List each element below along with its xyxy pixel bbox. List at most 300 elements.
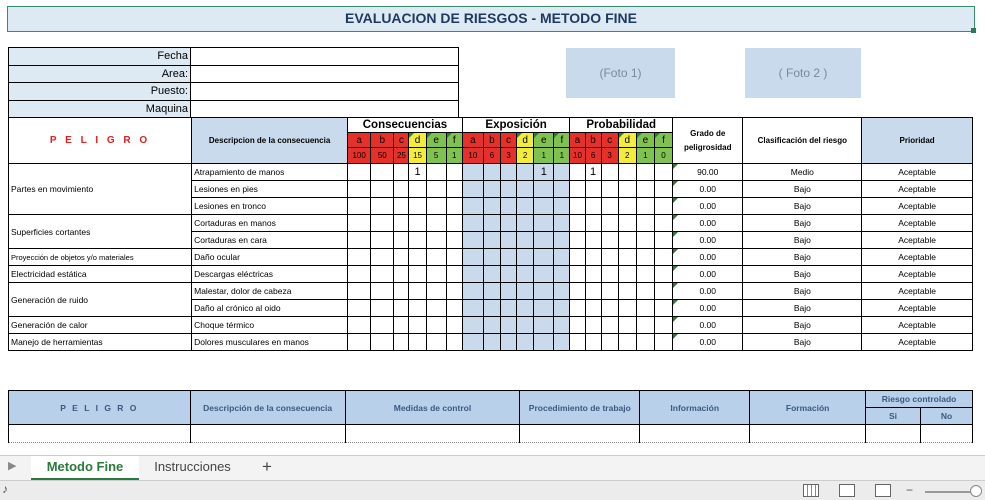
- score-cell[interactable]: [426, 249, 446, 266]
- score-cell[interactable]: [426, 334, 446, 351]
- control-table: [8, 390, 973, 443]
- score-cell[interactable]: [601, 198, 618, 215]
- score-cell[interactable]: [446, 198, 462, 215]
- score-cell[interactable]: [409, 300, 426, 317]
- score-cell[interactable]: [426, 198, 446, 215]
- score-cell[interactable]: [554, 317, 570, 334]
- score-cell[interactable]: [601, 181, 618, 198]
- score-cell[interactable]: [618, 181, 636, 198]
- consequence-cell[interactable]: Choque térmico: [192, 317, 348, 334]
- score-cell[interactable]: [371, 198, 394, 215]
- exp-value-c: 3: [501, 148, 517, 164]
- score-cell[interactable]: [371, 232, 394, 249]
- score-cell[interactable]: [601, 215, 618, 232]
- exp-value-b: 6: [483, 148, 500, 164]
- score-cell[interactable]: [554, 249, 570, 266]
- clasificacion-cell: Bajo: [743, 181, 862, 198]
- score-cell[interactable]: [585, 181, 601, 198]
- prob-letter-f: f: [654, 133, 672, 148]
- score-cell[interactable]: [636, 164, 654, 181]
- add-sheet-button[interactable]: +: [262, 457, 272, 476]
- score-cell[interactable]: [636, 283, 654, 300]
- score-cell[interactable]: [446, 266, 462, 283]
- score-cell[interactable]: [636, 232, 654, 249]
- score-cell[interactable]: [554, 232, 570, 249]
- score-cell[interactable]: [618, 215, 636, 232]
- score-cell[interactable]: [462, 266, 483, 283]
- score-cell[interactable]: [348, 198, 371, 215]
- score-cell[interactable]: [534, 181, 554, 198]
- label-fecha: Fecha: [9, 48, 191, 66]
- score-cell[interactable]: [585, 317, 601, 334]
- score-cell[interactable]: [348, 181, 371, 198]
- page-layout-icon[interactable]: [839, 484, 855, 497]
- score-cell[interactable]: [570, 164, 585, 181]
- score-cell[interactable]: [409, 266, 426, 283]
- score-cell[interactable]: [371, 215, 394, 232]
- grado-cell: 0.00: [673, 198, 743, 215]
- score-cell[interactable]: [636, 181, 654, 198]
- cell-resize-handle[interactable]: [971, 28, 976, 33]
- score-cell[interactable]: [446, 215, 462, 232]
- score-cell[interactable]: [409, 215, 426, 232]
- score-cell[interactable]: [585, 300, 601, 317]
- score-cell[interactable]: [585, 266, 601, 283]
- cons-letter-d: d: [409, 133, 426, 148]
- score-cell[interactable]: [462, 300, 483, 317]
- score-cell[interactable]: [394, 300, 409, 317]
- control-header-informacion: Información: [640, 391, 750, 425]
- score-cell[interactable]: [462, 164, 483, 181]
- control-cell[interactable]: [921, 425, 973, 443]
- cons-value-e: 5: [426, 148, 446, 164]
- score-cell[interactable]: [636, 249, 654, 266]
- score-cell[interactable]: [483, 164, 500, 181]
- score-cell[interactable]: [654, 198, 672, 215]
- maquina-cell[interactable]: [191, 100, 459, 118]
- score-cell[interactable]: [517, 198, 534, 215]
- score-cell[interactable]: [409, 334, 426, 351]
- score-cell[interactable]: [446, 300, 462, 317]
- score-cell[interactable]: [501, 317, 517, 334]
- score-cell[interactable]: [394, 249, 409, 266]
- score-cell[interactable]: [534, 300, 554, 317]
- score-cell[interactable]: [483, 266, 500, 283]
- score-cell[interactable]: [501, 164, 517, 181]
- score-cell[interactable]: [501, 181, 517, 198]
- score-cell[interactable]: [570, 249, 585, 266]
- score-cell[interactable]: [394, 266, 409, 283]
- hazard-cell[interactable]: Superficies cortantes: [9, 215, 192, 249]
- prioridad-cell: Aceptable: [862, 198, 973, 215]
- score-cell[interactable]: [554, 334, 570, 351]
- score-cell[interactable]: [371, 164, 394, 181]
- score-cell[interactable]: [446, 181, 462, 198]
- score-cell[interactable]: [570, 317, 585, 334]
- consequence-cell[interactable]: Lesiones en tronco: [192, 198, 348, 215]
- score-cell[interactable]: [585, 334, 601, 351]
- prob-value-d: 2: [618, 148, 636, 164]
- score-cell[interactable]: [462, 317, 483, 334]
- score-cell[interactable]: [534, 317, 554, 334]
- score-cell[interactable]: [348, 164, 371, 181]
- consequence-cell[interactable]: Dolores musculares en manos: [192, 334, 348, 351]
- score-cell[interactable]: [371, 300, 394, 317]
- sheet-tab-bar: [0, 455, 985, 480]
- page-break-icon[interactable]: [875, 484, 891, 497]
- clasificacion-cell: Medio: [743, 164, 862, 181]
- score-cell[interactable]: [462, 249, 483, 266]
- score-cell[interactable]: [618, 198, 636, 215]
- score-cell[interactable]: [409, 198, 426, 215]
- score-cell[interactable]: [601, 300, 618, 317]
- score-cell[interactable]: [371, 334, 394, 351]
- score-cell[interactable]: [636, 334, 654, 351]
- score-cell[interactable]: [426, 317, 446, 334]
- consequence-cell[interactable]: Malestar, dolor de cabeza: [192, 283, 348, 300]
- clasificacion-cell: Bajo: [743, 334, 862, 351]
- hazard-cell[interactable]: Generación de ruido: [9, 283, 192, 317]
- score-cell[interactable]: [636, 317, 654, 334]
- score-cell[interactable]: [426, 164, 446, 181]
- score-cell[interactable]: [618, 232, 636, 249]
- score-cell[interactable]: [394, 283, 409, 300]
- score-cell[interactable]: [517, 215, 534, 232]
- header-descripcion: Descripcion de la consecuencia: [192, 118, 348, 164]
- hazard-cell[interactable]: Proyección de objetos y/o materiales: [9, 249, 192, 266]
- score-cell[interactable]: [585, 283, 601, 300]
- score-cell[interactable]: [371, 317, 394, 334]
- score-cell[interactable]: [348, 317, 371, 334]
- clasificacion-cell: Bajo: [743, 249, 862, 266]
- score-cell[interactable]: [585, 215, 601, 232]
- header-clasificacion: Clasificación del riesgo: [743, 118, 862, 164]
- clasificacion-cell: Bajo: [743, 300, 862, 317]
- score-cell[interactable]: [446, 249, 462, 266]
- fecha-cell[interactable]: [191, 48, 459, 66]
- score-cell[interactable]: [462, 283, 483, 300]
- score-cell[interactable]: [483, 198, 500, 215]
- score-cell[interactable]: [654, 334, 672, 351]
- score-cell[interactable]: [654, 232, 672, 249]
- score-cell[interactable]: [446, 334, 462, 351]
- score-cell[interactable]: [618, 164, 636, 181]
- score-cell[interactable]: [654, 181, 672, 198]
- tab-instrucciones[interactable]: Instrucciones: [154, 459, 231, 474]
- score-cell[interactable]: [426, 266, 446, 283]
- score-cell[interactable]: [446, 232, 462, 249]
- score-cell[interactable]: [534, 232, 554, 249]
- control-cell[interactable]: [750, 425, 866, 443]
- score-cell[interactable]: [618, 266, 636, 283]
- clasificacion-cell: Bajo: [743, 198, 862, 215]
- label-maquina: Maquina: [9, 100, 191, 118]
- cons-value-a: 100: [348, 148, 371, 164]
- label-area: Area:: [9, 65, 191, 83]
- score-cell[interactable]: [570, 266, 585, 283]
- exp-letter-d: d: [517, 133, 534, 148]
- control-cell[interactable]: [190, 425, 345, 443]
- prioridad-cell: Aceptable: [862, 317, 973, 334]
- score-cell[interactable]: [570, 232, 585, 249]
- score-cell[interactable]: [348, 334, 371, 351]
- score-cell[interactable]: [517, 181, 534, 198]
- score-cell[interactable]: [483, 249, 500, 266]
- score-cell[interactable]: [654, 283, 672, 300]
- score-cell[interactable]: [371, 181, 394, 198]
- score-cell[interactable]: [462, 181, 483, 198]
- score-cell[interactable]: [654, 300, 672, 317]
- grado-cell: 90.00: [673, 164, 743, 181]
- zoom-slider-thumb[interactable]: [970, 485, 982, 497]
- score-cell[interactable]: [570, 334, 585, 351]
- score-cell[interactable]: [462, 232, 483, 249]
- score-cell[interactable]: [517, 266, 534, 283]
- photo-2-placeholder[interactable]: ( Foto 2 ): [745, 48, 861, 98]
- score-cell[interactable]: [554, 198, 570, 215]
- score-cell[interactable]: [501, 249, 517, 266]
- score-cell[interactable]: [654, 164, 672, 181]
- score-cell[interactable]: [394, 198, 409, 215]
- control-cell[interactable]: [9, 425, 191, 443]
- score-cell[interactable]: [601, 317, 618, 334]
- score-cell[interactable]: [409, 181, 426, 198]
- score-cell[interactable]: [446, 164, 462, 181]
- consequence-cell[interactable]: Descargas eléctricas: [192, 266, 348, 283]
- score-cell[interactable]: [501, 300, 517, 317]
- prioridad-cell: Aceptable: [862, 300, 973, 317]
- score-cell[interactable]: [570, 198, 585, 215]
- score-cell[interactable]: [501, 232, 517, 249]
- score-cell[interactable]: [618, 317, 636, 334]
- score-cell[interactable]: [426, 215, 446, 232]
- score-cell[interactable]: [426, 232, 446, 249]
- score-cell[interactable]: [554, 215, 570, 232]
- prob-letter-d: d: [618, 133, 636, 148]
- control-header-formacion: Formación: [750, 391, 866, 425]
- risk-row: [9, 215, 973, 232]
- grado-cell: 0.00: [673, 181, 743, 198]
- exp-value-a: 10: [462, 148, 483, 164]
- score-cell[interactable]: [517, 300, 534, 317]
- risk-row: [9, 164, 973, 181]
- score-cell[interactable]: [585, 232, 601, 249]
- clasificacion-cell: Bajo: [743, 232, 862, 249]
- score-cell[interactable]: [348, 232, 371, 249]
- risk-table: [8, 117, 973, 351]
- score-cell[interactable]: [554, 181, 570, 198]
- hazard-cell[interactable]: Manejo de herramientas: [9, 334, 192, 351]
- grado-cell: 0.00: [673, 300, 743, 317]
- score-cell[interactable]: [348, 215, 371, 232]
- prob-value-c: 3: [601, 148, 618, 164]
- score-cell[interactable]: [654, 249, 672, 266]
- score-cell[interactable]: [570, 215, 585, 232]
- score-cell[interactable]: [394, 164, 409, 181]
- prob-letter-b: b: [585, 133, 601, 148]
- exp-letter-e: e: [534, 133, 554, 148]
- score-cell[interactable]: [348, 300, 371, 317]
- control-header-descripcion: Descripción de la consecuencia: [190, 391, 345, 425]
- score-cell[interactable]: [570, 300, 585, 317]
- scroll-left-icon[interactable]: ▶: [8, 460, 17, 472]
- score-cell[interactable]: [483, 181, 500, 198]
- consequence-cell[interactable]: Cortaduras en cara: [192, 232, 348, 249]
- score-cell[interactable]: [636, 266, 654, 283]
- score-cell[interactable]: [501, 283, 517, 300]
- zoom-out-icon[interactable]: −: [906, 483, 914, 497]
- prioridad-cell: Aceptable: [862, 249, 973, 266]
- risk-row: [9, 317, 973, 334]
- score-cell[interactable]: [517, 232, 534, 249]
- exp-value-d: 2: [517, 148, 534, 164]
- score-cell[interactable]: [394, 215, 409, 232]
- exp-value-f: 1: [554, 148, 570, 164]
- score-cell[interactable]: [446, 317, 462, 334]
- score-cell[interactable]: [618, 334, 636, 351]
- hazard-cell[interactable]: Electricidad estática: [9, 266, 192, 283]
- macro-record-icon[interactable]: ♪: [2, 482, 8, 496]
- score-cell[interactable]: [348, 283, 371, 300]
- tab-metodo-fine[interactable]: Metodo Fine: [31, 456, 139, 481]
- score-cell[interactable]: [394, 181, 409, 198]
- prioridad-cell: Aceptable: [862, 283, 973, 300]
- score-cell[interactable]: [517, 164, 534, 181]
- score-cell[interactable]: [554, 266, 570, 283]
- cons-letter-c: c: [394, 133, 409, 148]
- score-cell[interactable]: [618, 249, 636, 266]
- score-cell[interactable]: [601, 164, 618, 181]
- control-cell[interactable]: [345, 425, 520, 443]
- hazard-cell[interactable]: Generación de calor: [9, 317, 192, 334]
- score-cell[interactable]: [517, 249, 534, 266]
- score-cell[interactable]: [426, 181, 446, 198]
- sheet-title: EVALUACION DE RIESGOS - METODO FINE: [7, 6, 975, 32]
- score-cell[interactable]: [483, 283, 500, 300]
- score-cell[interactable]: [585, 198, 601, 215]
- score-cell[interactable]: [517, 317, 534, 334]
- score-cell[interactable]: [570, 181, 585, 198]
- score-cell[interactable]: [483, 300, 500, 317]
- score-cell[interactable]: [601, 334, 618, 351]
- consequence-cell[interactable]: Daño ocular: [192, 249, 348, 266]
- score-cell[interactable]: [426, 300, 446, 317]
- score-cell[interactable]: [501, 266, 517, 283]
- consequence-cell[interactable]: Cortaduras en manos: [192, 215, 348, 232]
- score-cell[interactable]: [501, 334, 517, 351]
- score-cell[interactable]: [517, 283, 534, 300]
- score-cell[interactable]: [601, 266, 618, 283]
- score-cell[interactable]: [483, 334, 500, 351]
- score-cell[interactable]: [371, 266, 394, 283]
- score-cell[interactable]: [483, 317, 500, 334]
- normal-view-icon[interactable]: [803, 484, 819, 497]
- score-cell[interactable]: [601, 283, 618, 300]
- score-cell[interactable]: [534, 266, 554, 283]
- score-cell[interactable]: [501, 198, 517, 215]
- score-cell[interactable]: [554, 300, 570, 317]
- score-cell[interactable]: 1: [534, 164, 554, 181]
- score-cell[interactable]: [534, 283, 554, 300]
- control-cell[interactable]: [866, 425, 921, 443]
- score-cell[interactable]: [636, 215, 654, 232]
- score-cell[interactable]: [394, 334, 409, 351]
- score-cell[interactable]: [409, 249, 426, 266]
- score-cell[interactable]: [618, 283, 636, 300]
- hazard-cell[interactable]: Partes en movimiento: [9, 164, 192, 215]
- clasificacion-cell: Bajo: [743, 266, 862, 283]
- score-cell[interactable]: [636, 198, 654, 215]
- score-cell[interactable]: [394, 232, 409, 249]
- score-cell[interactable]: [348, 249, 371, 266]
- score-cell[interactable]: [636, 300, 654, 317]
- score-cell[interactable]: [462, 198, 483, 215]
- score-cell[interactable]: [601, 249, 618, 266]
- score-cell[interactable]: [654, 215, 672, 232]
- score-cell[interactable]: [483, 232, 500, 249]
- consequence-cell[interactable]: Atrapamiento de manos: [192, 164, 348, 181]
- control-cell[interactable]: [520, 425, 640, 443]
- score-cell[interactable]: 1: [409, 164, 426, 181]
- score-cell[interactable]: [426, 283, 446, 300]
- risk-row: [9, 283, 973, 300]
- score-cell[interactable]: [554, 283, 570, 300]
- exp-letter-b: b: [483, 133, 500, 148]
- score-cell[interactable]: 1: [585, 164, 601, 181]
- score-cell[interactable]: [409, 283, 426, 300]
- status-bar: [0, 480, 985, 500]
- control-cell[interactable]: [640, 425, 750, 443]
- score-cell[interactable]: [348, 266, 371, 283]
- header-consecuencias: Consecuencias: [348, 118, 463, 133]
- grado-cell: 0.00: [673, 266, 743, 283]
- puesto-cell[interactable]: [191, 83, 459, 101]
- consequence-cell[interactable]: Daño al crónico al oido: [192, 300, 348, 317]
- score-cell[interactable]: [618, 300, 636, 317]
- area-cell[interactable]: [191, 65, 459, 83]
- score-cell[interactable]: [394, 317, 409, 334]
- score-cell[interactable]: [517, 334, 534, 351]
- score-cell[interactable]: [570, 283, 585, 300]
- score-cell[interactable]: [483, 215, 500, 232]
- control-header-medidas: Medidas de control: [345, 391, 520, 425]
- score-cell[interactable]: [371, 283, 394, 300]
- score-cell[interactable]: [409, 317, 426, 334]
- score-cell[interactable]: [654, 317, 672, 334]
- score-cell[interactable]: [446, 283, 462, 300]
- score-cell[interactable]: [462, 334, 483, 351]
- score-cell[interactable]: [501, 215, 517, 232]
- score-cell[interactable]: [534, 334, 554, 351]
- zoom-slider[interactable]: [925, 491, 975, 493]
- score-cell[interactable]: [462, 215, 483, 232]
- photo-1-placeholder[interactable]: (Foto 1): [566, 48, 675, 98]
- grado-cell: 0.00: [673, 334, 743, 351]
- score-cell[interactable]: [534, 249, 554, 266]
- score-cell[interactable]: [534, 215, 554, 232]
- consequence-cell[interactable]: Lesiones en pies: [192, 181, 348, 198]
- cons-letter-f: f: [446, 133, 462, 148]
- score-cell[interactable]: [654, 266, 672, 283]
- score-cell[interactable]: [554, 164, 570, 181]
- grado-cell: 0.00: [673, 283, 743, 300]
- grado-cell: 0.00: [673, 215, 743, 232]
- score-cell[interactable]: [601, 232, 618, 249]
- score-cell[interactable]: [534, 198, 554, 215]
- score-cell[interactable]: [585, 249, 601, 266]
- score-cell[interactable]: [371, 249, 394, 266]
- score-cell[interactable]: [409, 232, 426, 249]
